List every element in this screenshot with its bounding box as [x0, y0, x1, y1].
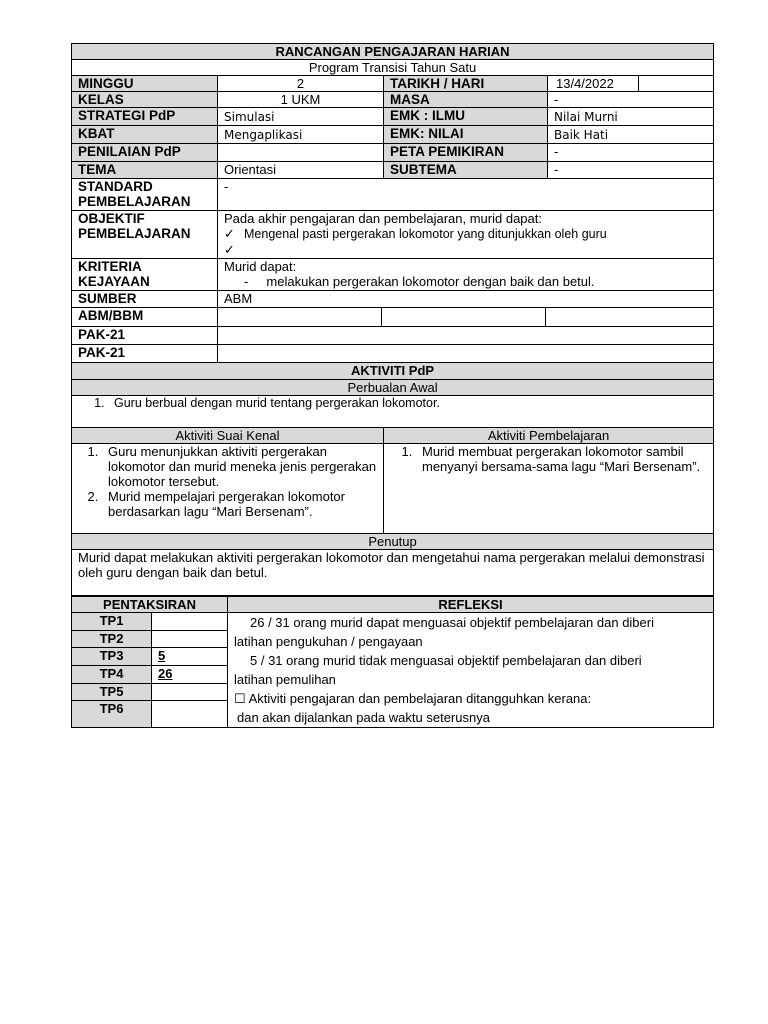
peta-label: PETA PEMIKIRAN	[384, 144, 548, 162]
tp-label: TP1	[72, 613, 152, 631]
refleksi-line: dan akan dijalankan pada waktu seterusnya	[237, 710, 490, 725]
pentaksiran-table	[71, 596, 714, 728]
abm-cell	[218, 308, 382, 326]
refleksi-body	[228, 613, 714, 728]
rph-sheet	[71, 43, 713, 728]
tarikh-label: TARIKH / HARI	[384, 76, 548, 92]
tp-label: TP2	[72, 630, 152, 648]
refleksi-line: latihan pengukuhan / pengayaan	[234, 634, 423, 649]
emk-ilmu-value: Nilai Murni	[548, 108, 714, 126]
tp-value	[152, 630, 228, 648]
kbat-value: Mengaplikasi	[218, 126, 384, 144]
refleksi-line	[234, 689, 707, 708]
checkbox-icon[interactable]: ☐	[234, 691, 246, 706]
masa-value: -	[548, 92, 714, 108]
pembelajaran-item: 1. Murid membuat pergerakan lokomotor sambil menyanyi bersama-sama lagu “Mari Bersenam”.	[416, 444, 707, 474]
penilaian-value	[218, 144, 384, 162]
suai-kenal-item: 2. Murid mempelajari pergerakan lokomotor berdasarkan lagu “Mari Bersenam”.	[102, 489, 377, 519]
tp-value: 26	[152, 666, 228, 684]
pembelajaran-title: Aktiviti Pembelajaran	[384, 428, 714, 444]
abm-label: ABM/BBM	[72, 308, 218, 327]
tp-value: 5	[152, 648, 228, 666]
perbualan-body	[72, 396, 714, 428]
refleksi-line: 26 / 31 orang murid dapat menguasai objektif pembelajaran dan diberi	[250, 615, 654, 630]
emk-ilmu-label: EMK : ILMU	[384, 108, 548, 126]
minggu-value: 2	[218, 76, 384, 92]
kriteria-label: KRITERIA KEJAYAAN	[72, 259, 218, 291]
tp-label: TP4	[72, 666, 152, 684]
strategi-value: Simulasi	[218, 108, 384, 126]
objektif-item-text: Mengenal pasti pergerakan lokomotor yang ditunjukkan oleh guru	[244, 227, 607, 241]
suai-kenal-body	[72, 444, 384, 534]
tp-label: TP5	[72, 683, 152, 701]
abm-value	[218, 308, 714, 327]
pentaksiran-title: PENTAKSIRAN	[72, 597, 228, 613]
kbat-label: KBAT	[72, 126, 218, 144]
penutup-title: Penutup	[72, 534, 714, 550]
perbualan-title: Perbualan Awal	[72, 380, 714, 396]
subtema-label: SUBTEMA	[384, 162, 548, 179]
standard-value: -	[218, 179, 714, 211]
masa-label: MASA	[384, 92, 548, 108]
standard-label: STANDARD PEMBELAJARAN	[72, 179, 218, 211]
page-subtitle: Program Transisi Tahun Satu	[72, 60, 714, 76]
refleksi-line: latihan pemulihan	[234, 672, 336, 687]
tp-value	[152, 701, 228, 728]
emk-nilai-value: Baik Hati	[548, 126, 714, 144]
tp-value	[152, 613, 228, 631]
kelas-value: 1 UKM	[218, 92, 384, 108]
dash-marker: -	[244, 274, 249, 289]
tp-value	[152, 683, 228, 701]
pak21-label-2: PAK-21	[72, 345, 218, 363]
refleksi-title: REFLEKSI	[228, 597, 714, 613]
suai-kenal-title: Aktiviti Suai Kenal	[72, 428, 384, 444]
sumber-value: ABM	[218, 291, 714, 308]
sumber-label: SUMBER	[72, 291, 218, 308]
suai-kenal-item: 1. Guru menunjukkan aktiviti pergerakan lokomotor dan murid meneka jenis pergerakan lokomotor tersebut.	[102, 444, 377, 489]
refleksi-line-text: Aktiviti pengajaran dan pembelajaran ditangguhkan kerana:	[248, 691, 592, 706]
subtema-value: -	[548, 162, 714, 179]
kelas-label: KELAS	[72, 92, 218, 108]
pembelajaran-body	[384, 444, 714, 534]
minggu-label: MINGGU	[72, 76, 218, 92]
tarikh-value: 13/4/2022	[548, 76, 639, 91]
aktiviti-title: AKTIVITI PdP	[72, 363, 714, 380]
tema-label: TEMA	[72, 162, 218, 179]
objektif-label: OBJEKTIF PEMBELAJARAN	[72, 211, 218, 259]
page-title: RANCANGAN PENGAJARAN HARIAN	[72, 44, 714, 60]
abm-cell	[546, 308, 713, 326]
kriteria-intro: Murid dapat:	[224, 259, 297, 274]
emk-nilai-label: EMK: NILAI	[384, 126, 548, 144]
perbualan-item: 1. Guru berbual dengan murid tentang pergerakan lokomotor.	[108, 396, 707, 411]
tp-label: TP6	[72, 701, 152, 728]
kriteria-item	[224, 274, 707, 289]
kriteria-item-text: melakukan pergerakan lokomotor dengan baik dan betul.	[266, 274, 595, 289]
rph-info-table	[71, 43, 714, 596]
check-icon: ✓	[224, 226, 235, 241]
penutup-body: Murid dapat melakukan aktiviti pergerakan lokomotor dan mengetahui nama pergerakan melalui demonstrasi oleh guru dengan baik dan betul.	[72, 550, 714, 596]
pak21-label: PAK-21	[72, 327, 218, 345]
check-icon: ✓	[224, 242, 235, 257]
pak21-value	[218, 327, 714, 345]
penilaian-label: PENILAIAN PdP	[72, 144, 218, 162]
tp-label: TP3	[72, 648, 152, 666]
tema-value: Orientasi	[218, 162, 384, 179]
refleksi-line: 5 / 31 orang murid tidak menguasai objektif pembelajaran dan diberi	[250, 653, 642, 668]
pak21-value-2	[218, 345, 714, 363]
objektif-item	[224, 226, 707, 242]
peta-value: -	[548, 144, 714, 162]
objektif-intro: Pada akhir pengajaran dan pembelajaran, murid dapat:	[224, 211, 542, 226]
objektif-value	[218, 211, 714, 259]
hari-value	[639, 76, 713, 91]
kriteria-value	[218, 259, 714, 291]
abm-cell	[382, 308, 546, 326]
strategi-label: STRATEGI PdP	[72, 108, 218, 126]
